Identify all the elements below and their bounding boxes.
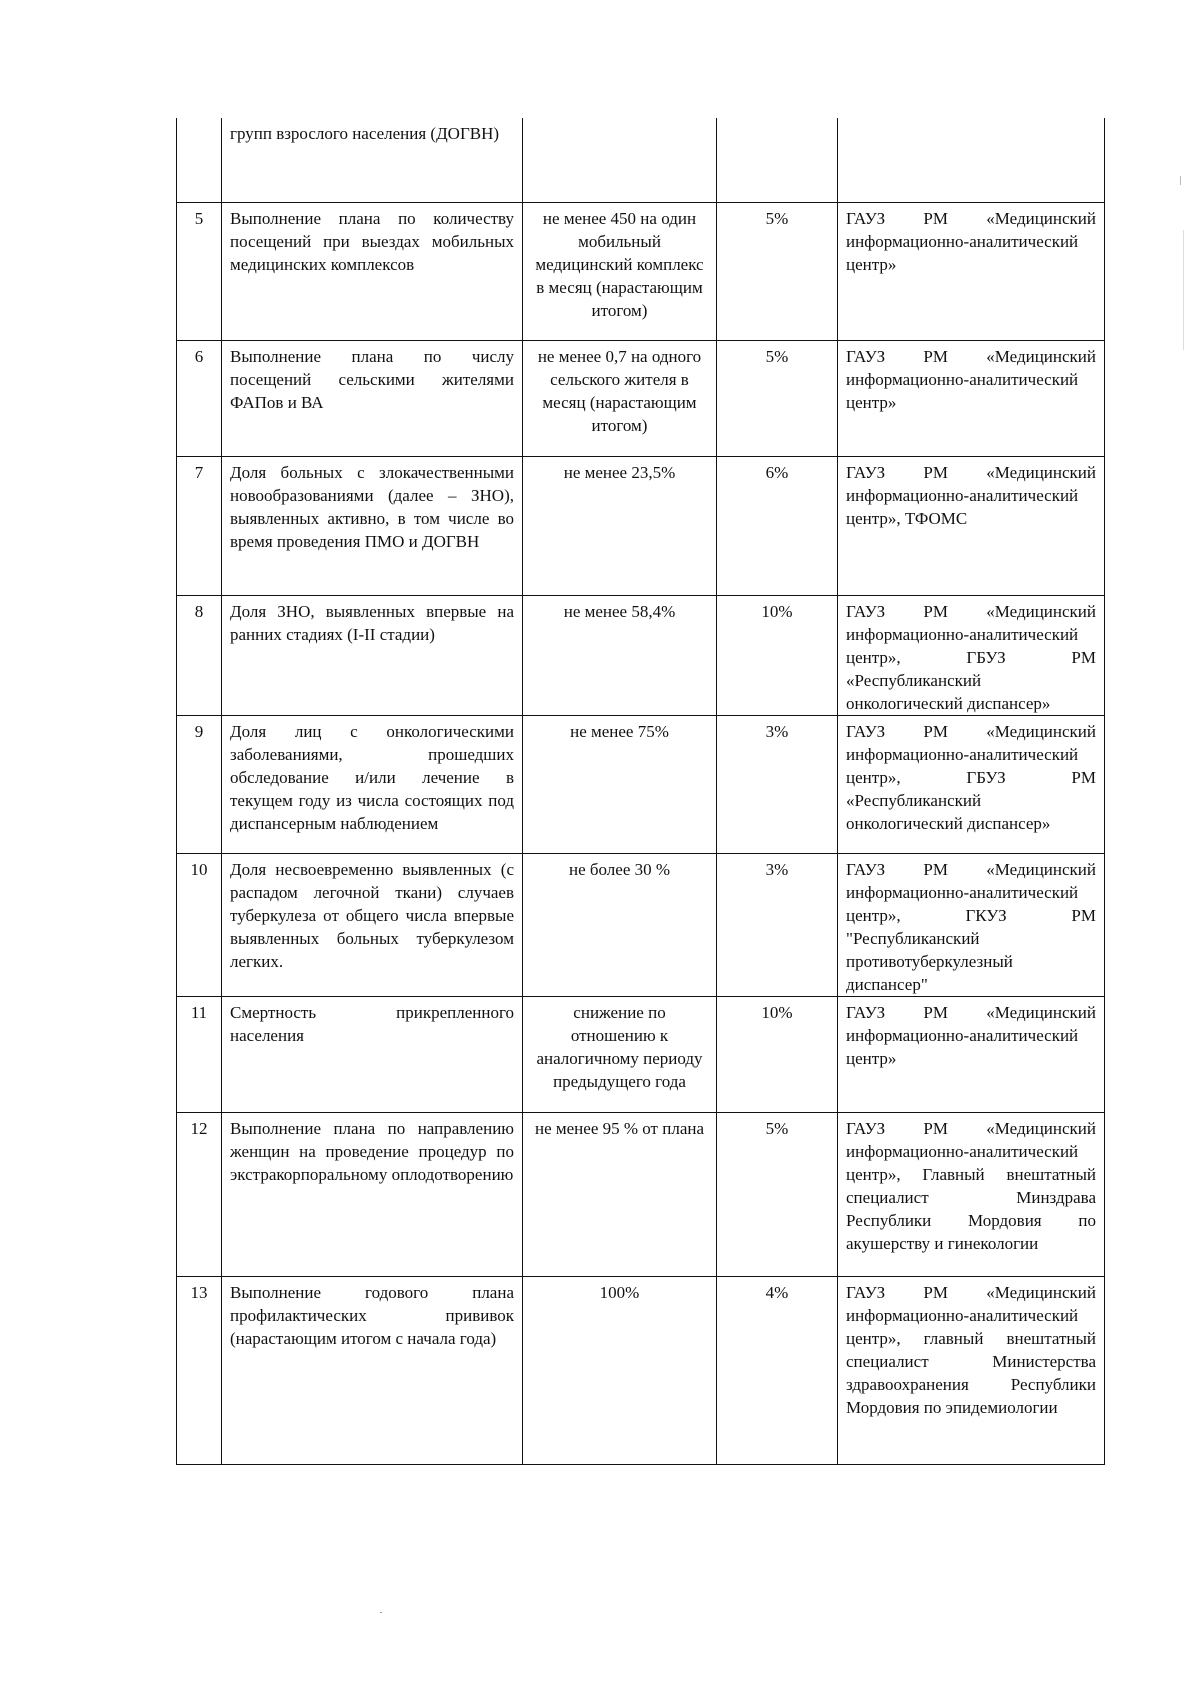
indicator-name: Выполнение плана по направлению женщин на проведение процедур по экстракорпоральному оплодотворению	[222, 1112, 523, 1276]
indicator-name: Доля больных с злокачественными новообразованиями (далее – ЗНО), выявленных активно, в том числе во время проведения ПМО и ДОГВН	[222, 456, 523, 595]
data-source: ГАУЗ РМ «Медицинский информационно-аналитический центр»	[838, 340, 1105, 456]
target-value: 100%	[523, 1276, 717, 1464]
row-number: 7	[177, 456, 222, 595]
weight-value	[717, 118, 838, 202]
data-source: ГАУЗ РМ «Медицинский информационно-аналитический центр»	[838, 202, 1105, 340]
weight-value: 3%	[717, 715, 838, 853]
data-source: ГАУЗ РМ «Медицинский информационно-аналитический центр», главный внештатный специалист Министерства здравоохранения Республики Мордовия по эпидемиологии	[838, 1276, 1105, 1464]
table-row	[177, 996, 1105, 1112]
indicator-name: групп взрослого населения (ДОГВН)	[222, 118, 523, 202]
data-source: ГАУЗ РМ «Медицинский информационно-аналитический центр»	[838, 996, 1105, 1112]
target-value: не менее 450 на один мобильный медицинский комплекс в месяц (нарастающим итогом)	[523, 202, 717, 340]
data-source: ГАУЗ РМ «Медицинский информационно-аналитический центр», ГКУЗ РМ "Республиканский противотуберкулезный диспансер"	[838, 853, 1105, 996]
indicator-name: Смертность прикрепленного населения	[222, 996, 523, 1112]
target-value: не менее 95 % от плана	[523, 1112, 717, 1276]
indicator-name: Выполнение плана по числу посещений сельскими жителями ФАПов и ВА	[222, 340, 523, 456]
data-source	[838, 118, 1105, 202]
weight-value: 3%	[717, 853, 838, 996]
data-source: ГАУЗ РМ «Медицинский информационно-аналитический центр», ТФОМС	[838, 456, 1105, 595]
indicator-name: Доля несвоевременно выявленных (с распадом легочной ткани) случаев туберкулеза от общего числа впервые выявленных больных туберкулезом легких.	[222, 853, 523, 996]
weight-value: 10%	[717, 595, 838, 715]
table-row	[177, 595, 1105, 715]
row-number: 10	[177, 853, 222, 996]
row-number: 13	[177, 1276, 222, 1464]
target-value: не менее 75%	[523, 715, 717, 853]
weight-value: 4%	[717, 1276, 838, 1464]
row-number: 11	[177, 996, 222, 1112]
weight-value: 6%	[717, 456, 838, 595]
indicator-name: Выполнение годового плана профилактических прививок (нарастающим итогом с начала года)	[222, 1276, 523, 1464]
table-row	[177, 118, 1105, 202]
scan-artifact-mark	[1180, 176, 1181, 185]
row-number: 5	[177, 202, 222, 340]
data-source: ГАУЗ РМ «Медицинский информационно-аналитический центр», ГБУЗ РМ «Республиканский онкологический диспансер»	[838, 595, 1105, 715]
scan-artifact-mark	[380, 1612, 382, 1613]
indicator-name: Доля лиц с онкологическими заболеваниями, прошедших обследование и/или лечение в текущем году из числа состоящих под диспансерным наблюдением	[222, 715, 523, 853]
target-value: не менее 0,7 на одного сельского жителя в месяц (нарастающим итогом)	[523, 340, 717, 456]
row-number: 9	[177, 715, 222, 853]
indicators-table	[176, 118, 1105, 1465]
indicator-name: Выполнение плана по количеству посещений при выездах мобильных медицинских комплексов	[222, 202, 523, 340]
target-value: не менее 23,5%	[523, 456, 717, 595]
target-value: не более 30 %	[523, 853, 717, 996]
table-row	[177, 456, 1105, 595]
weight-value: 10%	[717, 996, 838, 1112]
table-row	[177, 1276, 1105, 1464]
table-row	[177, 340, 1105, 456]
target-value: не менее 58,4%	[523, 595, 717, 715]
table-row	[177, 1112, 1105, 1276]
row-number: 8	[177, 595, 222, 715]
table-row	[177, 715, 1105, 853]
indicator-name: Доля ЗНО, выявленных впервые на ранних стадиях (I-II стадии)	[222, 595, 523, 715]
target-value: снижение по отношению к аналогичному периоду предыдущего года	[523, 996, 717, 1112]
weight-value: 5%	[717, 202, 838, 340]
weight-value: 5%	[717, 1112, 838, 1276]
row-number	[177, 118, 222, 202]
row-number: 6	[177, 340, 222, 456]
data-source: ГАУЗ РМ «Медицинский информационно-аналитический центр», ГБУЗ РМ «Республиканский онкологический диспансер»	[838, 715, 1105, 853]
scan-artifact-mark	[1183, 230, 1184, 350]
row-number: 12	[177, 1112, 222, 1276]
target-value	[523, 118, 717, 202]
weight-value: 5%	[717, 340, 838, 456]
table-row	[177, 202, 1105, 340]
table-row	[177, 853, 1105, 996]
data-source: ГАУЗ РМ «Медицинский информационно-аналитический центр», Главный внештатный специалист Минздрава Республики Мордовия по акушерству и гинекологии	[838, 1112, 1105, 1276]
